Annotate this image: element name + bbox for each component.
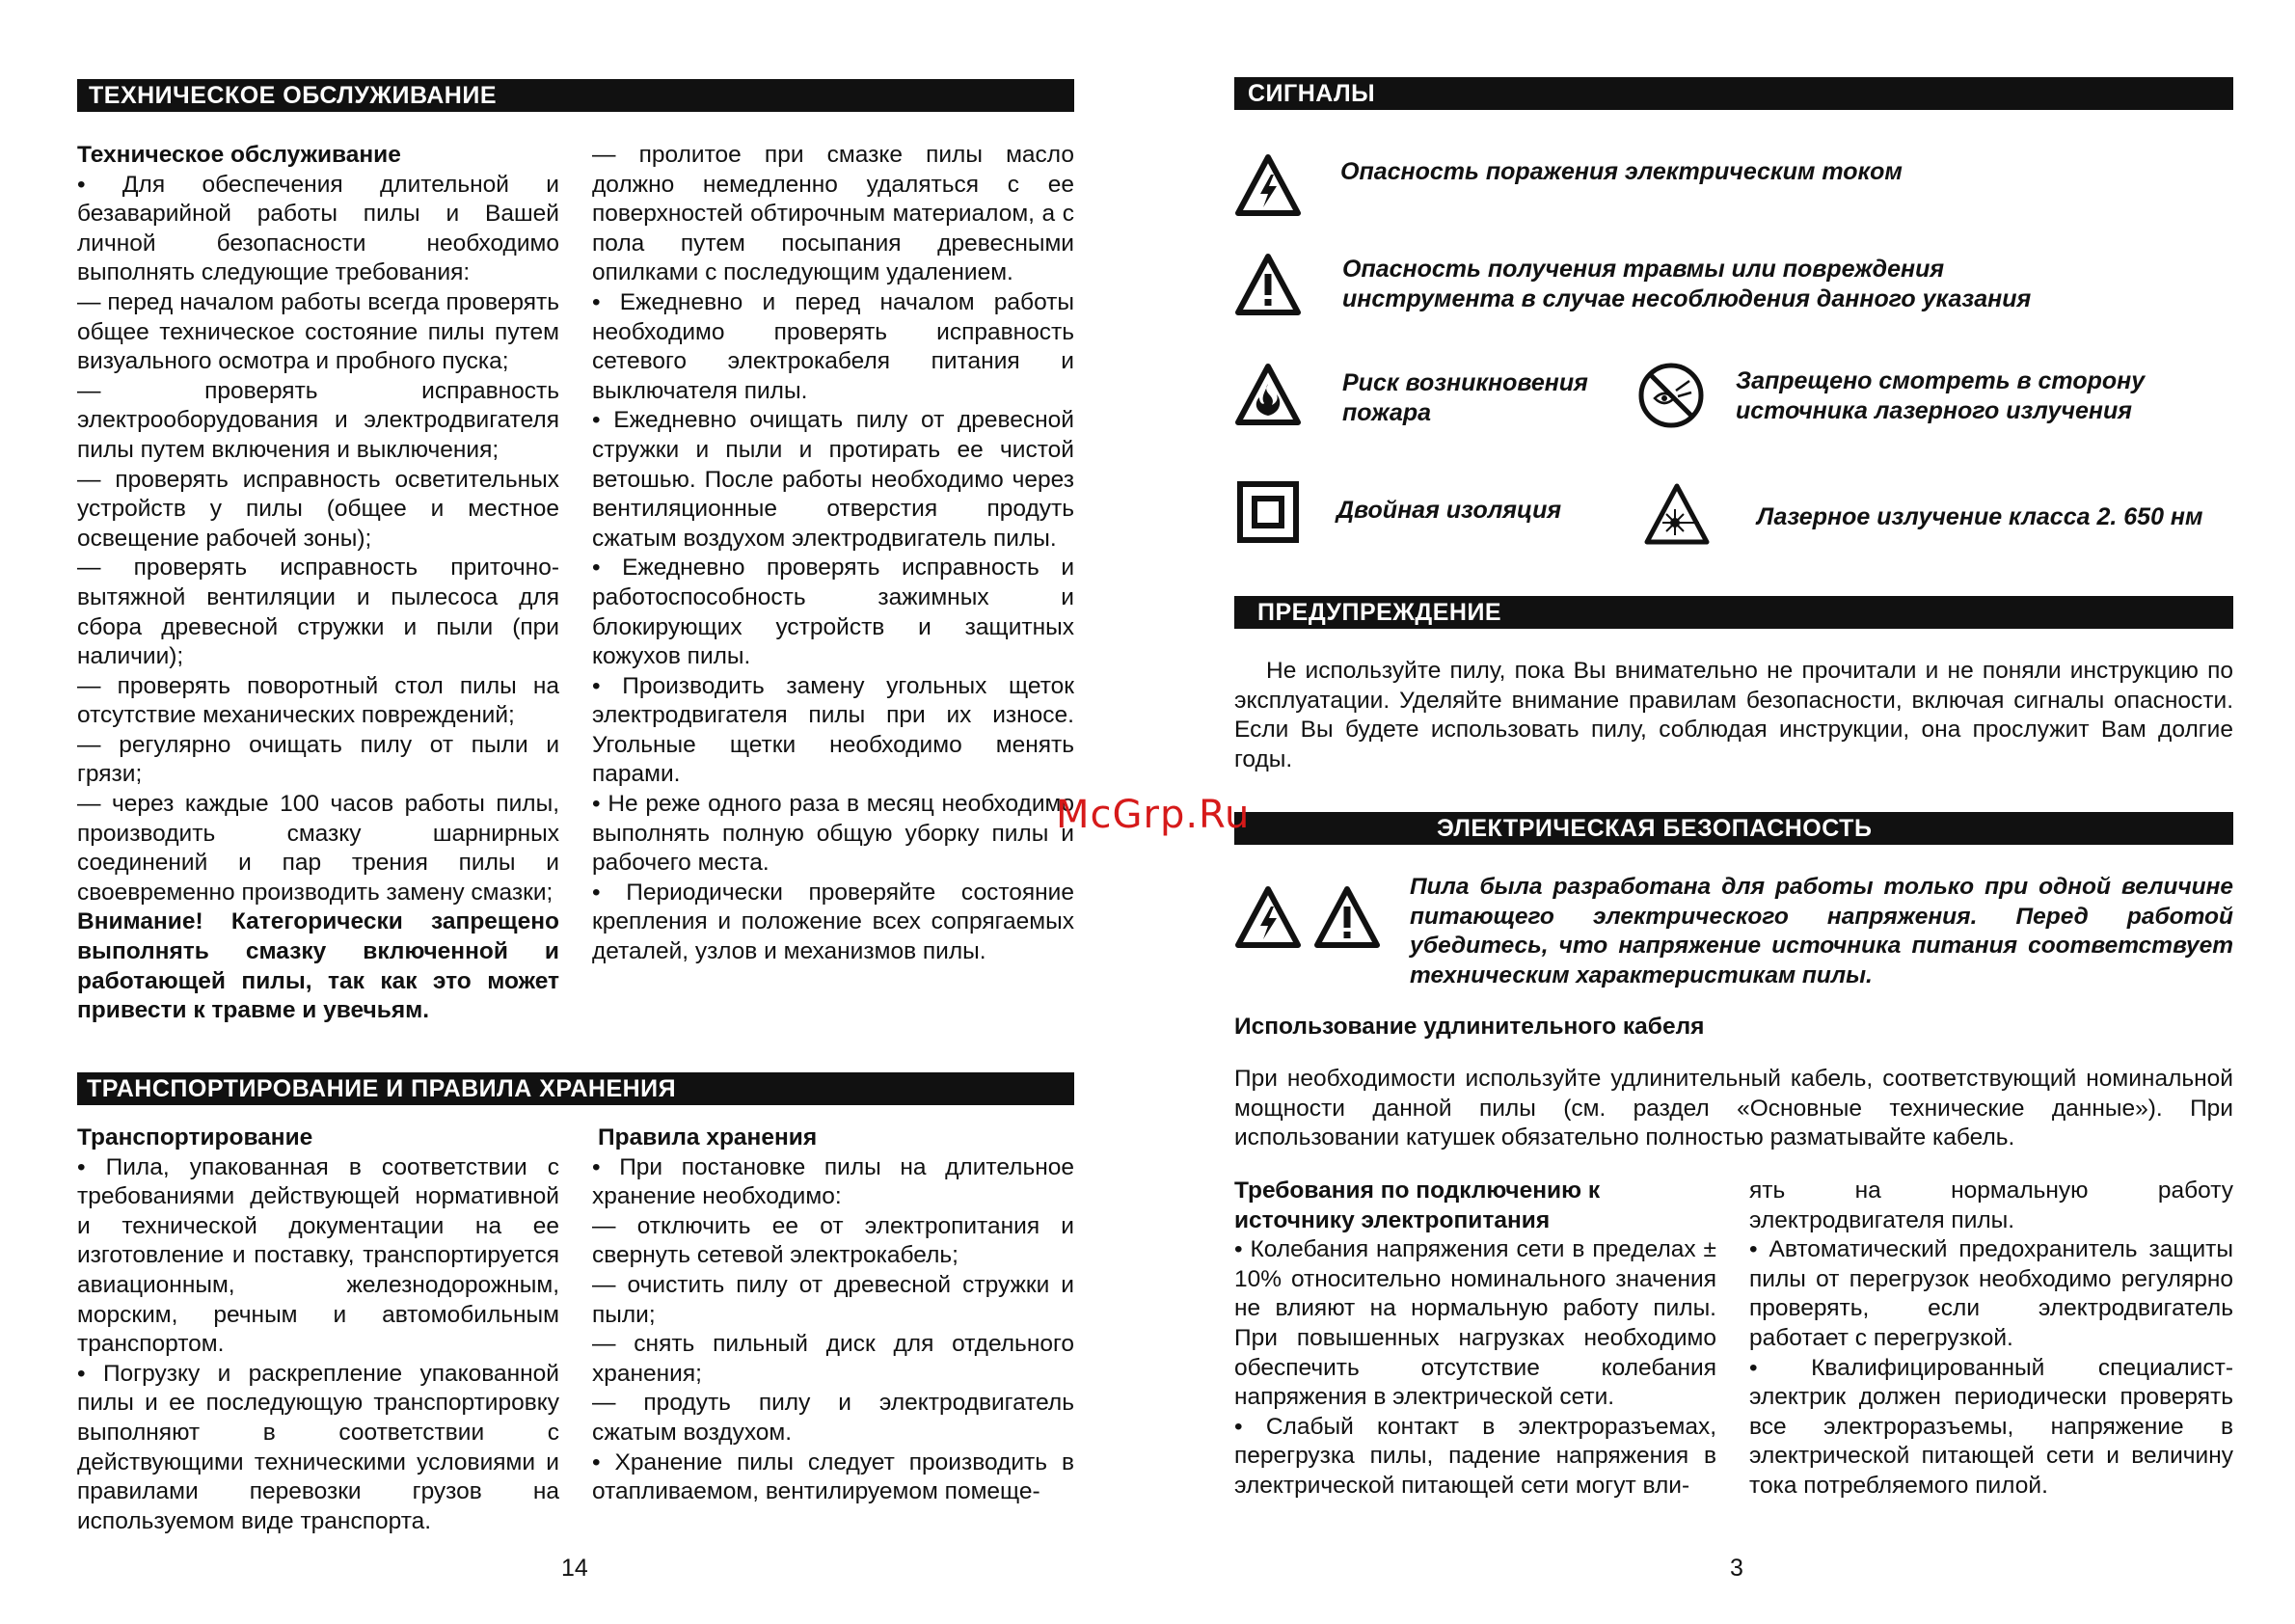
signal-injury-line-2: инструмента в случае несоблюдения данного указания <box>1342 285 2032 312</box>
warning-text: Не используйте пилу, пока Вы внимательно не прочитали и не поняли инструкцию по эксплуатации. Уделяйте внимание правилам безопасности, включая сигналы опасности. Если Вы будете использовать пилу, соблюдая инструкции, она прослужит Вам долгие годы. <box>1234 658 2233 772</box>
power-requirements-column-2 <box>1749 1177 2233 1502</box>
paragraph: • Ежедневно очищать пилу от древесной стружки и пыли и протирать ее чистой ветошью. После работы необходимо через вентиляционные отверстия продуть сжатым воздухом электродвигатель пилы. <box>592 407 1074 552</box>
signal-laser-class-text: Лазерное излучение класса 2. 650 нм <box>1757 503 2203 530</box>
maintenance-column-1 <box>77 141 559 1026</box>
paragraph: — очистить пилу от древесной стружки и пыли; <box>592 1271 1074 1328</box>
paragraph: • Пила, упакованная в соответствии с требованиями действующей нормативной и технической документации на ее изготовление и поставку, транспортируется авиационным, железнодорожным, морским, речным и автомобильным транспортом. <box>77 1153 559 1358</box>
transport-section-bar: ТРАНСПОРТИРОВАНИЕ И ПРАВИЛА ХРАНЕНИЯ <box>77 1072 1074 1105</box>
signal-double-insulation-text: Двойная изоляция <box>1336 497 1562 524</box>
page-number-right: 3 <box>1730 1555 1743 1582</box>
paragraph: • Автоматический предохранитель защиты пилы от перегрузок необходимо регулярно проверять, если электродвигатель работает с перегрузкой. <box>1749 1236 2233 1351</box>
maintenance-section-bar: ТЕХНИЧЕСКОЕ ОБСЛУЖИВАНИЕ <box>77 79 1074 112</box>
paragraph: • Погрузку и раскрепление упакованной пилы и ее последующую транспортировку выполняют в соответствии с действующими техническими условиями и правилами перевозки грузов на используемом виде транспорта. <box>77 1360 559 1534</box>
paragraph: — проверять исправность осветительных устройств у пилы (общее и местное освещение рабочей зоны); <box>77 466 559 552</box>
extension-heading: Использование удлинительного кабеля <box>1234 1014 1705 1040</box>
maintenance-column-2 <box>592 141 1074 967</box>
paragraph: • Квалифицированный специалист-электрик должен периодически проверять все электроразъемы, напряжение в электрической питающей сети и величину тока потребляемого пилой. <box>1749 1354 2233 1499</box>
fire-warning-icon <box>1234 361 1302 428</box>
paragraph: — снять пильный диск для отдельного хранения; <box>592 1331 1074 1387</box>
paragraph: • Не реже одного раза в месяц необходимо выполнять полную общую уборку пилы и рабочего места. <box>592 791 1074 877</box>
signal-injury-line-1: Опасность получения травмы или повреждения <box>1342 256 1945 283</box>
electric-shock-warning-icon <box>1234 883 1302 951</box>
signal-laser-look-text <box>1736 366 2145 426</box>
power-requirements-column-1 <box>1234 1177 1716 1502</box>
paragraph: • Ежедневно и перед началом работы необходимо проверять исправность сетевого электрокабеля питания и выключателя пилы. <box>592 288 1074 404</box>
general-warning-icon <box>1313 883 1381 951</box>
power-requirements-heading: Требования по подключению к источнику электропитания <box>1234 1177 1601 1233</box>
paragraph: • Колебания напряжения сети в пределах ± 10% относительно номинального значения не влияют на нормальную работу пилы. При повышенных нагрузках необходимо обеспечить отсутствие колебания напряжения в электрической сети. <box>1234 1236 1716 1411</box>
paragraph: • Ежедневно проверять исправность и работоспособность зажимных и блокирующих устройств и защитных кожухов пилы. <box>592 555 1074 670</box>
extension-text: При необходимости используйте удлинительный кабель, соответствующий номинальной мощности данной пилы (см. раздел «Основные технические данные»). При использовании катушек обязательно полностью разматывайте кабель. <box>1234 1066 2233 1151</box>
electrical-note: Пила была разработана для работы только при одной величине питающего электрического напряжения. Перед работой убедитесь, что напряжение источника питания соответствует техническим характеристикам пилы. <box>1410 874 2233 988</box>
no-look-laser-icon <box>1637 362 1705 429</box>
signal-electric-text: Опасность поражения электрическим током <box>1340 158 1903 185</box>
lubrication-warning: Внимание! Категорически запрещено выполнять смазку включенной и работающей пилы, так как это может привести к травме и увечьям. <box>77 908 559 1024</box>
paragraph: • Слабый контакт в электроразъемах, перегрузка пилы, падение напряжения в электрической питающей сети могут вли- <box>1234 1413 1716 1499</box>
paragraph: — регулярно очищать пилу от пыли и грязи; <box>77 731 559 788</box>
paragraph: • Для обеспечения длительной и безаварийной работы пилы и Вашей личной безопасности необходимо выполнять следующие требования: <box>77 171 559 286</box>
double-insulation-icon <box>1234 478 1302 546</box>
signal-fire-line-2: пожара <box>1342 399 1432 426</box>
paragraph: — проверять поворотный стол пилы на отсутствие механических повреждений; <box>77 672 559 729</box>
maintenance-heading: Техническое обслуживание <box>77 142 401 168</box>
signal-fire-text <box>1342 368 1588 428</box>
paragraph: ять на нормальную работу электродвигателя пилы. <box>1749 1177 2233 1233</box>
laser-radiation-icon <box>1643 480 1711 548</box>
watermark: McGrp.Ru <box>1056 793 1251 837</box>
transport-column <box>77 1123 559 1536</box>
storage-column <box>592 1123 1074 1507</box>
paragraph: — пролитое при смазке пилы масло должно немедленно удаляться с ее поверхностей обтирочным материалом, а с пола путем посыпания древесными опилками с последующим удалением. <box>592 142 1074 286</box>
general-warning-icon <box>1234 251 1302 318</box>
paragraph: — через каждые 100 часов работы пилы, производить смазку шарнирных соединений и пар трения пилы и своевременно производить замену смазки; <box>77 791 559 906</box>
paragraph: • Периодически проверяйте состояние крепления и положение всех сопрягаемых деталей, узлов и механизмов пилы. <box>592 879 1074 965</box>
paragraph: • Хранение пилы следует производить в отапливаемом, вентилируемом помеще- <box>592 1448 1074 1505</box>
storage-heading: Правила хранения <box>598 1124 818 1150</box>
electric-shock-warning-icon <box>1234 151 1302 219</box>
signal-fire-line-1: Риск возникновения <box>1342 369 1588 396</box>
paragraph: — проверять исправность приточно-вытяжной вентиляции и пылесоса для сбора древесной стружки и пыли (при наличии); <box>77 555 559 670</box>
paragraph: — продуть пилу и электродвигатель сжатым воздухом. <box>592 1390 1074 1446</box>
paragraph: — проверять исправность электрооборудования и электродвигателя пилы путем включения и выключения; <box>77 377 559 463</box>
right-page <box>1148 0 2295 1624</box>
page-number-left: 14 <box>561 1555 588 1582</box>
signals-section-bar: СИГНАЛЫ <box>1234 77 2233 110</box>
signal-laser-look-line-1: Запрещено смотреть в сторону <box>1736 367 2146 394</box>
transport-heading: Транспортирование <box>77 1124 313 1150</box>
signal-laser-look-line-2: источника лазерного излучения <box>1736 397 2132 424</box>
electrical-safety-section-bar: ЭЛЕКТРИЧЕСКАЯ БЕЗОПАСНОСТЬ <box>1234 812 2233 845</box>
warning-section-bar: ПРЕДУПРЕЖДЕНИЕ <box>1234 596 2233 629</box>
paragraph: — перед началом работы всегда проверять общее техническое состояние пилы путем визуального осмотра и пробного пуска; <box>77 288 559 375</box>
paragraph: • При постановке пилы на длительное хранение необходимо: <box>592 1153 1074 1210</box>
signal-injury-text <box>1342 255 2031 314</box>
paragraph: — отключить ее от электропитания и свернуть сетевой электрокабель; <box>592 1212 1074 1269</box>
paragraph: • Производить замену угольных щеток электродвигателя пилы при их износе. Угольные щетки необходимо менять парами. <box>592 672 1074 788</box>
